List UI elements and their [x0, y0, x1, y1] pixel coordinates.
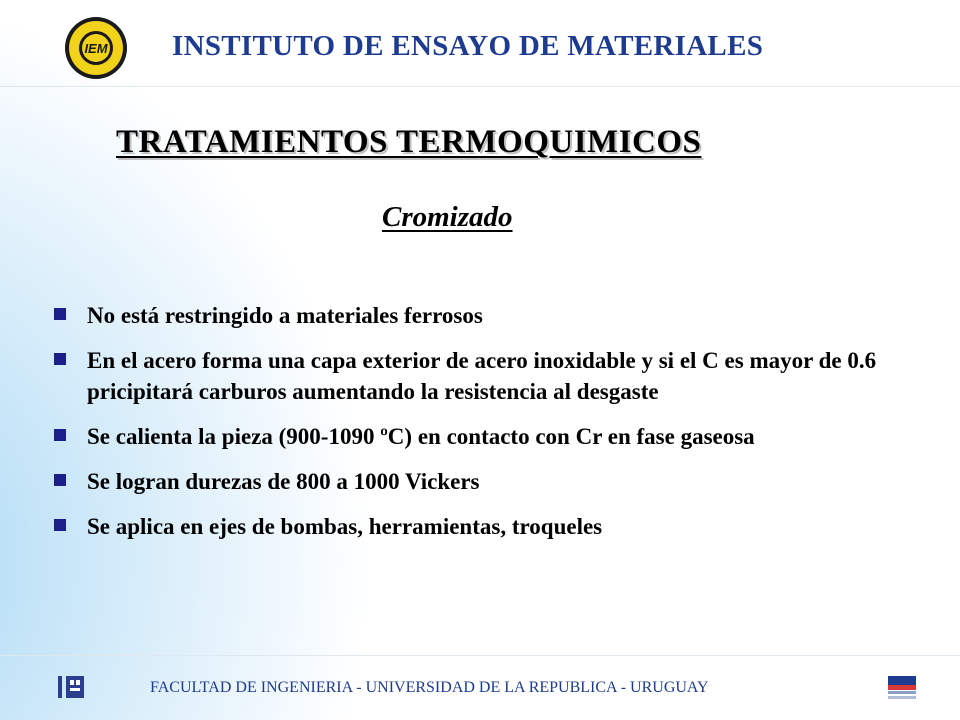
- universidad-logo-icon: [884, 670, 920, 706]
- square-bullet-icon: [54, 353, 66, 365]
- square-bullet-icon: [54, 474, 66, 486]
- iem-logo-text: IEM: [84, 41, 108, 56]
- bullet-text: No está restringido a materiales ferrosos: [87, 303, 483, 328]
- bullet-item: [52, 300, 892, 331]
- bullet-text: Se aplica en ejes de bombas, herramientas, troqueles: [87, 514, 603, 539]
- bullet-text: Se logran durezas de 800 a 1000 Vickers: [87, 469, 480, 494]
- footer-divider: [0, 655, 960, 656]
- iem-logo-icon: [64, 16, 128, 80]
- footer-text: FACULTAD DE INGENIERIA - UNIVERSIDAD DE LA REPUBLICA - URUGUAY: [150, 679, 709, 696]
- bullet-list: [52, 300, 892, 556]
- bullet-text: En el acero forma una capa exterior de acero inoxidable y si el C es mayor de 0.6 pricipitará carburos aumentando la resistencia al desgaste: [87, 348, 877, 404]
- bullet-item: [52, 511, 892, 542]
- bullet-item: [52, 466, 892, 497]
- square-bullet-icon: [54, 429, 66, 441]
- header-divider: [0, 86, 960, 87]
- square-bullet-icon: [54, 308, 66, 320]
- bullet-text: Se calienta la pieza (900-1090 ºC) en contacto con Cr en fase gaseosa: [87, 424, 755, 449]
- slide-title: TRATAMIENTOS TERMOQUIMICOS: [116, 124, 702, 160]
- header-title: INSTITUTO DE ENSAYO DE MATERIALES: [172, 30, 764, 62]
- square-bullet-icon: [54, 519, 66, 531]
- bullet-item: [52, 345, 892, 407]
- slide-subtitle: Cromizado: [382, 201, 513, 233]
- bullet-item: [52, 421, 892, 452]
- facultad-ingenieria-logo-icon: [56, 672, 86, 702]
